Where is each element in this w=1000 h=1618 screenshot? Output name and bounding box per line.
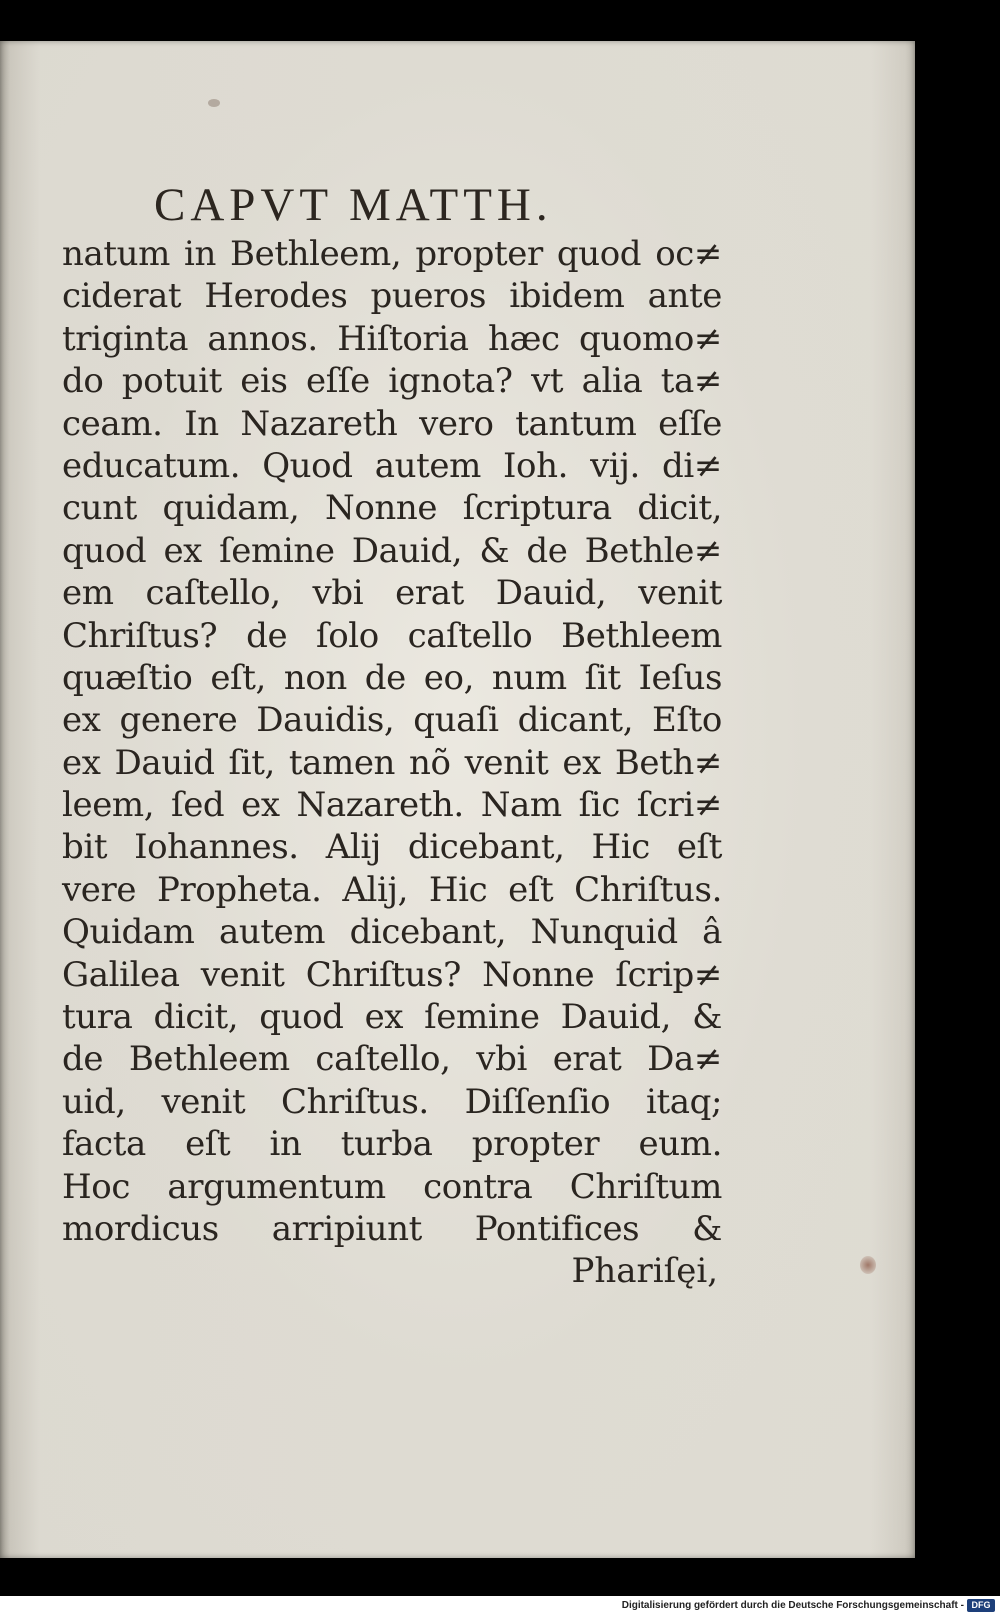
text-line: de Bethleem caſtello, vbi erat Da≠ <box>62 1039 722 1080</box>
text-lines <box>62 233 722 1250</box>
text-line: bit Iohannes. Alij dicebant, Hic eſt <box>62 827 722 868</box>
text-line: Chriſtus? de ſolo caſtello Bethleem <box>62 615 722 656</box>
text-line: quod ex ſemine Dauid, & de Bethle≠ <box>62 530 722 571</box>
text-line: Quidam autem dicebant, Nunquid â <box>62 912 722 953</box>
text-line: educatum. Quod autem Ioh. vij. di≠ <box>62 445 722 486</box>
text-block <box>62 177 722 1292</box>
funding-credit: Digitalisierung gefördert durch die Deutsche Forschungsgemeinschaft - <box>621 1600 964 1611</box>
running-head: CAPVT MATTH. <box>154 179 553 231</box>
text-line: Galilea venit Chriſtus? Nonne ſcrip≠ <box>62 954 722 995</box>
text-line: em caſtello, vbi erat Dauid, venit <box>62 573 722 614</box>
text-line: natum in Bethleem, propter quod oc≠ <box>62 234 722 274</box>
foxing-spot <box>860 1256 876 1274</box>
text-line: Hoc argumentum contra Chriſtum <box>62 1166 722 1207</box>
text-line: ex Dauid ſit, tamen nõ venit ex Beth≠ <box>62 742 722 783</box>
text-line: quæſtio eſt, non de eo, num ſit Ieſus <box>62 657 722 698</box>
text-line: cunt quidam, Nonne ſcriptura dicit, <box>62 488 722 529</box>
text-line: ceam. In Nazareth vero tantum eſſe <box>62 403 722 444</box>
text-line: facta eſt in turba propter eum. <box>62 1124 722 1165</box>
text-line: triginta annos. Hiſtoria hæc quomo≠ <box>62 318 722 359</box>
text-line: tura dicit, quod ex ſemine Dauid, & <box>62 997 722 1038</box>
ink-mark <box>208 99 220 107</box>
book-page <box>0 41 915 1558</box>
text-line: uid, venit Chriſtus. Diſſenſio itaq; <box>62 1081 722 1122</box>
text-line: vere Propheta. Alij, Hic eſt Chriſtus. <box>62 869 722 910</box>
text-line: ex genere Dauidis, quaſi dicant, Eſto <box>62 700 722 741</box>
text-line: ciderat Herodes pueros ibidem ante <box>62 276 722 317</box>
text-line: leem, ſed ex Nazareth. Nam ſic ſcri≠ <box>62 785 722 826</box>
text-line: mordicus arripiunt Pontifices & <box>62 1208 722 1249</box>
text-line: do potuit eis eſſe ignota? vt alia ta≠ <box>62 361 722 402</box>
catchword: Phariſęi, <box>571 1251 718 1292</box>
dfg-logo-icon: DFG <box>967 1599 995 1612</box>
